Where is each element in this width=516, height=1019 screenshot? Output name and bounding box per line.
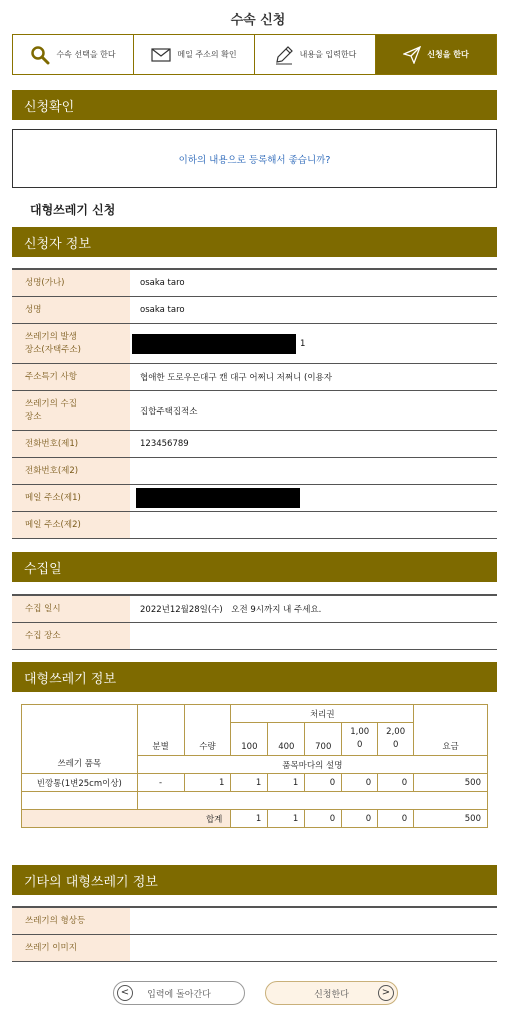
- row-label: 쓰레기의 발생 장소(자택주소): [12, 324, 130, 363]
- row-label: 메일 주소(제1): [12, 485, 130, 511]
- item-fee: 500: [414, 774, 488, 792]
- applicant-header: 신청자 정보: [12, 227, 497, 257]
- row-label: 메일 주소(제2): [12, 512, 130, 538]
- back-button-label: 입력에 돌아간다: [147, 989, 211, 1000]
- step-select-procedure: [13, 35, 134, 74]
- step-enter-content: [255, 35, 376, 74]
- other-info: [12, 906, 497, 962]
- send-icon: [403, 46, 421, 64]
- row-value: [130, 458, 497, 484]
- row-label: 주소특기 사항: [12, 364, 130, 390]
- pencil-icon: [274, 45, 294, 65]
- total-row: [22, 810, 488, 828]
- info-row: [12, 485, 497, 512]
- col-class-header: 분별: [137, 705, 184, 756]
- submit-button[interactable]: [265, 981, 398, 1005]
- total-label: 합계: [22, 810, 231, 828]
- table-row: [22, 774, 488, 792]
- item-class: -: [137, 774, 184, 792]
- row-label: 수집 일시: [12, 596, 130, 622]
- row-value: [130, 512, 497, 538]
- row-label: 전화번호(제2): [12, 458, 130, 484]
- item-qty: 1: [184, 774, 231, 792]
- ticket-700-header: 700: [305, 723, 342, 756]
- ticket-400-header: 400: [268, 723, 305, 756]
- applicant-info: [12, 268, 497, 539]
- section-title: 대형쓰레기 신청: [30, 203, 116, 217]
- row-value: 협애한 도로우은대구 캔 대구 어쩌니 저쩌니 (이용자: [140, 373, 332, 383]
- row-label: 쓰레기의 수집 장소: [12, 391, 130, 430]
- total-t400: 1: [268, 810, 305, 828]
- total-t1000: 0: [342, 810, 378, 828]
- item-desc: [137, 792, 487, 810]
- info-row: [12, 935, 497, 962]
- confirm-header: 신청확인: [12, 90, 497, 120]
- row-value: 1: [130, 324, 497, 363]
- step-label: 수속 선택을 한다: [56, 50, 116, 59]
- row-value: 집합주택집적소: [140, 406, 198, 417]
- items-table-wrap: [21, 704, 488, 828]
- row-value: osaka taro: [140, 278, 185, 288]
- redacted-email: [136, 488, 300, 508]
- total-fee: 500: [414, 810, 488, 828]
- col-ticket-header: 처리권: [231, 705, 414, 723]
- info-row: [12, 908, 497, 935]
- item-t1000: 0: [342, 774, 378, 792]
- row-label: 쓰레기의 형상등: [12, 908, 130, 934]
- page-title: 수속 신청: [230, 13, 286, 28]
- step-indicator: [12, 34, 497, 75]
- col-item-header: 쓰레기 품목: [22, 705, 138, 774]
- row-value: osaka taro: [140, 305, 185, 315]
- info-row: [12, 623, 497, 650]
- item-desc-row: [22, 792, 488, 810]
- step-label: 신청을 한다: [427, 50, 469, 59]
- item-desc-spacer: [22, 792, 138, 810]
- confirm-message: 이하의 내용으로 등록해서 좋습니까?: [12, 129, 497, 188]
- col-qty-header: 수량: [184, 705, 231, 756]
- ticket-2000-header: 2,00 0: [378, 723, 414, 756]
- info-row: [12, 364, 497, 391]
- collection-header: 수집일: [12, 552, 497, 582]
- info-row: [12, 297, 497, 324]
- total-t2000: 0: [378, 810, 414, 828]
- row-label: 수집 장소: [12, 623, 130, 649]
- row-value: [130, 623, 497, 649]
- row-value: [130, 485, 497, 511]
- info-row: [12, 458, 497, 485]
- item-t2000: 0: [378, 774, 414, 792]
- other-header: 기타의 대형쓰레기 정보: [12, 865, 497, 895]
- total-t700: 0: [305, 810, 342, 828]
- info-row: [12, 596, 497, 623]
- info-row: [12, 512, 497, 539]
- info-row: [12, 391, 497, 431]
- chevron-left-icon: <: [117, 985, 133, 1001]
- row-label: 성명(가나): [12, 270, 130, 296]
- info-row: [12, 270, 497, 297]
- submit-button-label: 신청한다: [314, 989, 349, 1000]
- ticket-1000-header: 1,00 0: [342, 723, 378, 756]
- items-table: [21, 704, 488, 828]
- col-desc-header: 품목마다의 설명: [137, 756, 487, 774]
- step-confirm-email: [134, 35, 255, 74]
- row-value: [130, 908, 497, 934]
- col-fee-header: 요금: [414, 705, 488, 756]
- info-row: [12, 324, 497, 364]
- search-icon: [30, 45, 50, 65]
- item-t100: 1: [231, 774, 268, 792]
- row-value: [130, 935, 497, 961]
- row-label: 성명: [12, 297, 130, 323]
- row-value: 123456789: [140, 439, 189, 449]
- item-t700: 0: [305, 774, 342, 792]
- ticket-100-header: 100: [231, 723, 268, 756]
- item-name: 빈깡통(1변25cm이상): [22, 774, 138, 792]
- mail-icon: [151, 48, 171, 62]
- step-label: 내용을 입력한다: [299, 50, 357, 59]
- redacted-address: [132, 334, 296, 354]
- collection-info: [12, 594, 497, 650]
- item-t400: 1: [268, 774, 305, 792]
- back-button[interactable]: [113, 981, 245, 1005]
- total-t100: 1: [231, 810, 268, 828]
- step-label: 메일 주소의 확인: [177, 50, 237, 59]
- chevron-right-icon: >: [378, 985, 394, 1001]
- step-apply: [376, 35, 496, 74]
- items-header: 대형쓰레기 정보: [12, 662, 497, 692]
- info-row: [12, 431, 497, 458]
- row-label: 쓰레기 이미지: [12, 935, 130, 961]
- row-label: 전화번호(제1): [12, 431, 130, 457]
- row-value: 2022년12월28일(수) 오전 9시까지 내 주세요.: [140, 605, 322, 615]
